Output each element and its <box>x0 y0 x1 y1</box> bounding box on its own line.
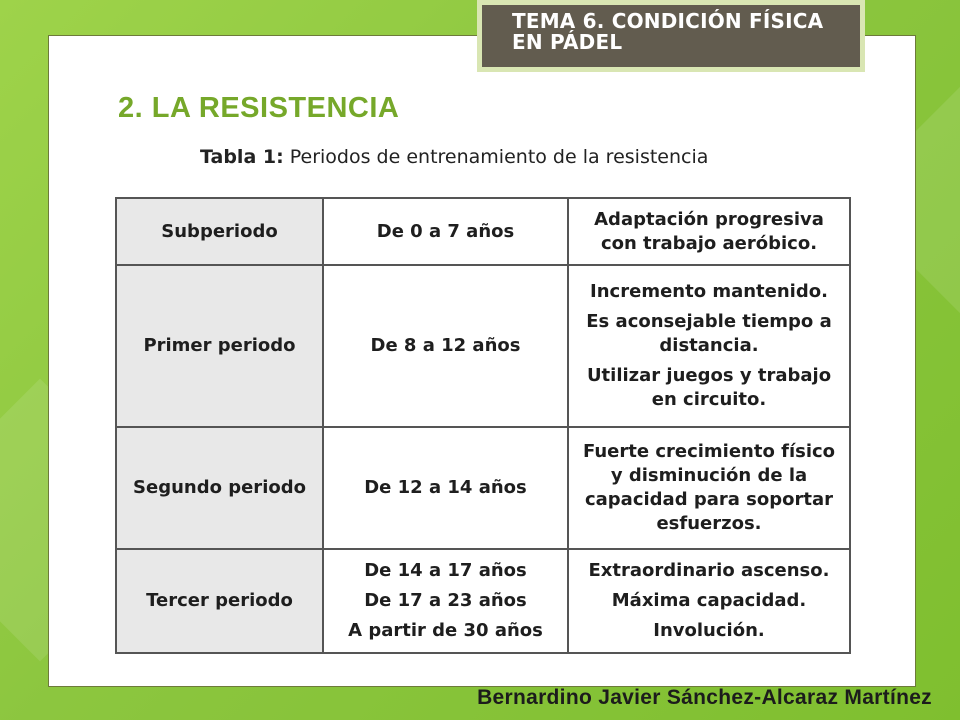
description-text: Adaptación progresiva con trabajo aeróbico. <box>594 208 824 254</box>
training-periods-table <box>115 197 851 654</box>
description-text: Extraordinario ascenso. <box>588 560 830 581</box>
description-cell <box>568 427 850 549</box>
description-cell <box>568 549 850 653</box>
age-cell <box>323 549 568 653</box>
description-text: Es aconsejable tiempo a distancia. <box>586 311 832 356</box>
topic-header-text <box>482 5 860 67</box>
age-cell <box>323 198 568 265</box>
section-title: 2. LA RESISTENCIA <box>118 92 400 124</box>
age-range: A partir de 30 años <box>348 620 543 641</box>
age-cell <box>323 427 568 549</box>
age-range: De 17 a 23 años <box>364 590 527 611</box>
period-cell: Segundo periodo <box>116 427 323 549</box>
topic-header-box <box>477 0 865 72</box>
table-row <box>116 427 850 549</box>
description-text: Incremento mantenido. <box>590 281 828 302</box>
table-row <box>116 198 850 265</box>
description-text: Involución. <box>653 620 765 641</box>
description-text: Utilizar juegos y trabajo en circuito. <box>586 365 832 410</box>
table-row <box>116 265 850 427</box>
topic-line-1: TEMA 6. CONDICIÓN FÍSICA <box>512 9 824 33</box>
description-text: Máxima capacidad. <box>611 590 807 611</box>
author-name: Bernardino Javier Sánchez-Alcaraz Martínez <box>477 686 932 709</box>
description-cell <box>568 198 850 265</box>
topic-line-2: EN PÁDEL <box>512 30 623 54</box>
description-text: Fuerte crecimiento físico y disminución de la capacidad para soportar esfuerzos. <box>582 441 836 534</box>
age-range: De 12 a 14 años <box>364 477 527 498</box>
age-cell <box>323 265 568 427</box>
period-cell: Tercer periodo <box>116 549 323 653</box>
description-cell <box>568 265 850 427</box>
period-cell: Primer periodo <box>116 265 323 427</box>
table-row <box>116 549 850 653</box>
age-range: De 0 a 7 años <box>376 220 515 242</box>
table-caption <box>200 146 708 168</box>
caption-text: Periodos de entrenamiento de la resistencia <box>289 146 709 168</box>
caption-label: Tabla 1: <box>200 146 284 168</box>
period-cell: Subperiodo <box>116 198 323 265</box>
age-range: De 8 a 12 años <box>370 335 521 356</box>
age-range: De 14 a 17 años <box>364 560 527 581</box>
